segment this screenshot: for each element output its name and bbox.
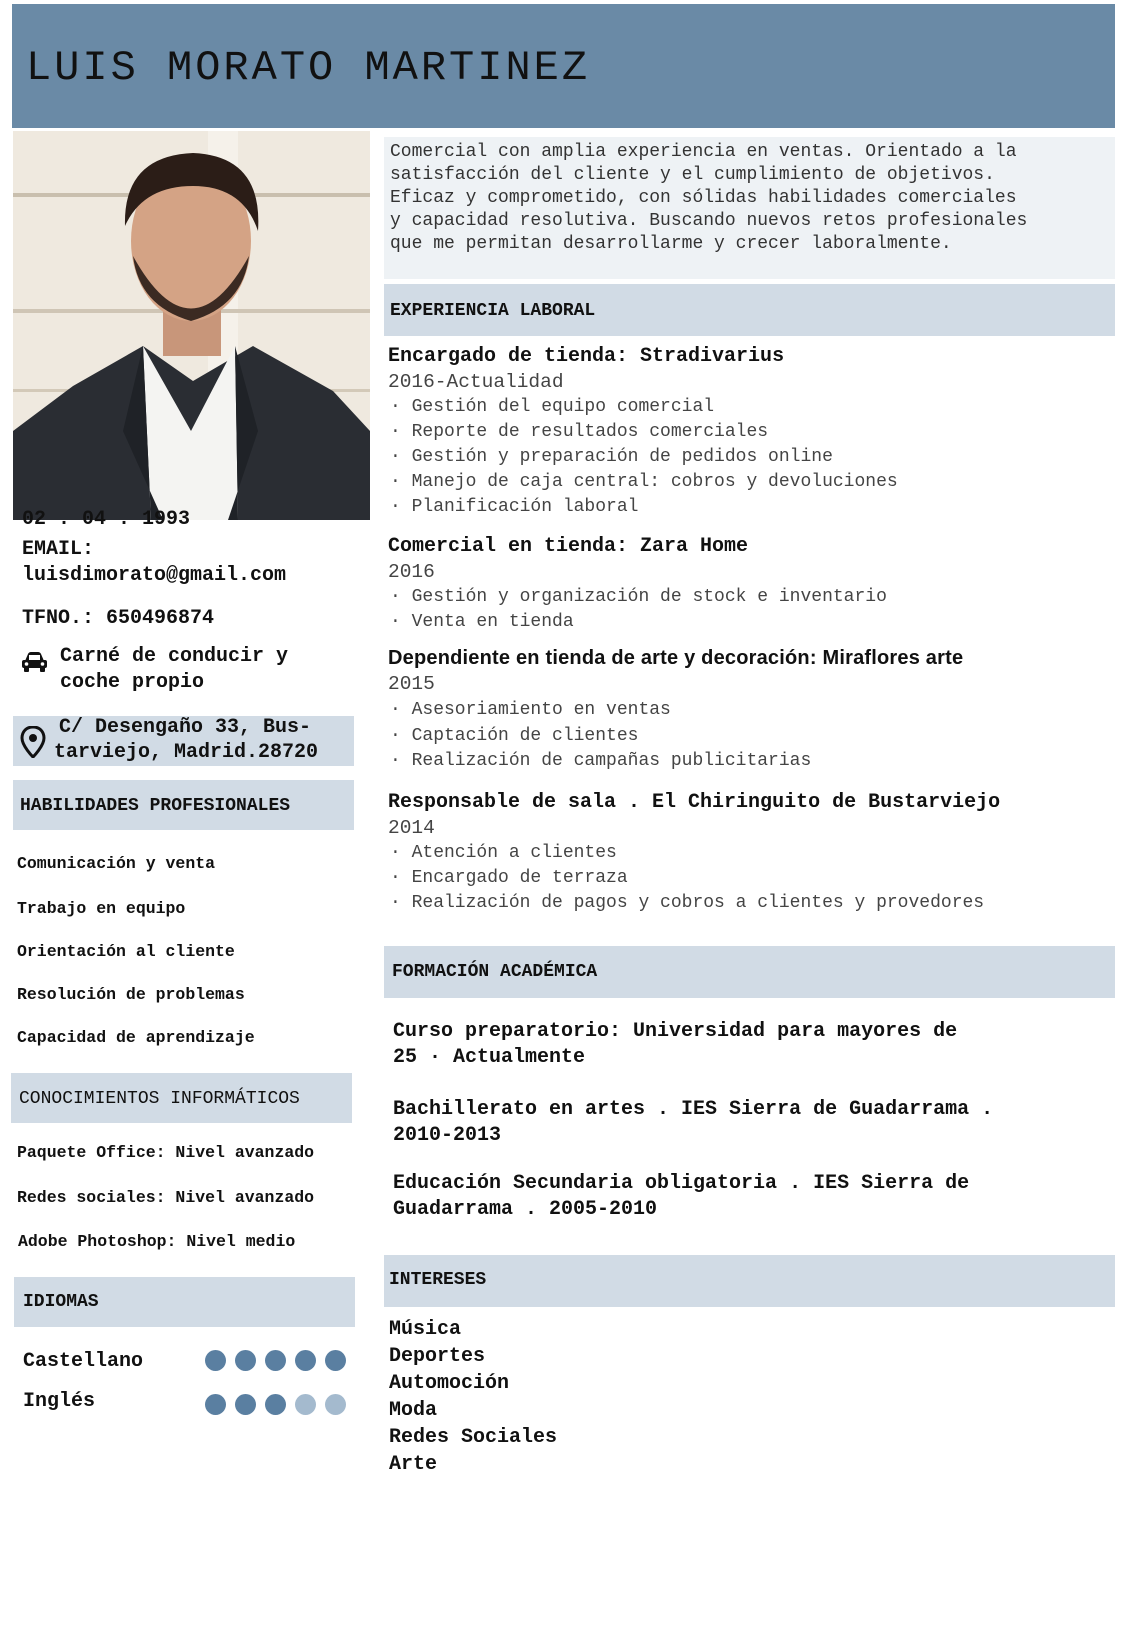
it-skill-item: Adobe Photoshop: Nivel medio xyxy=(18,1232,296,1251)
interest-item: Automoción xyxy=(389,1372,510,1395)
summary-line: que me permitan desarrollarme y crecer laboralmente. xyxy=(390,234,952,254)
level-dot-filled xyxy=(325,1350,346,1371)
interests-header-band xyxy=(384,1255,1115,1307)
job-bullet: · Encargado de terraza xyxy=(390,868,628,888)
skill-item: Comunicación y venta xyxy=(17,854,216,873)
skill-item: Capacidad de aprendizaje xyxy=(17,1028,255,1047)
job-bullet: · Asesoriamiento en ventas xyxy=(390,700,671,720)
job-bullet: · Realización de pagos y cobros a clientes y provedores xyxy=(390,893,985,913)
job-title: Encargado de tienda: Stradivarius xyxy=(388,345,785,368)
level-dot-filled xyxy=(295,1350,316,1371)
education-item-line: Educación Secundaria obligatoria . IES Sierra de xyxy=(393,1172,970,1195)
education-title: FORMACIÓN ACADÉMICA xyxy=(392,962,598,982)
education-item-line: 2010-2013 xyxy=(393,1124,502,1147)
interests-title: INTERESES xyxy=(389,1270,487,1290)
education-item-line: Bachillerato en artes . IES Sierra de Guadarrama . xyxy=(393,1098,994,1121)
summary-line: satisfacción del cliente y el cumplimiento de objetivos. xyxy=(390,165,995,185)
job-bullet: · Atención a clientes xyxy=(390,843,617,863)
job-years: 2016-Actualidad xyxy=(388,371,564,393)
job-bullet: · Captación de clientes xyxy=(390,726,639,746)
job-years: 2016 xyxy=(388,561,435,583)
address-line-2: tarviejo, Madrid.28720 xyxy=(54,741,319,764)
job-bullet: · Venta en tienda xyxy=(390,612,574,632)
profile-summary xyxy=(384,137,1115,279)
level-dot-filled xyxy=(235,1350,256,1371)
interest-item: Música xyxy=(389,1318,462,1341)
job-bullet: · Manejo de caja central: cobros y devoluciones xyxy=(390,472,898,492)
experience-title: EXPERIENCIA LABORAL xyxy=(390,301,596,321)
profile-photo xyxy=(13,131,370,520)
interest-item: Moda xyxy=(389,1399,438,1422)
interest-item: Redes Sociales xyxy=(389,1426,558,1449)
level-dot-filled xyxy=(265,1350,286,1371)
languages-title: IDIOMAS xyxy=(23,1292,99,1312)
level-dot-filled xyxy=(205,1394,226,1415)
job-bullet: · Planificación laboral xyxy=(390,497,639,517)
email-label: EMAIL: xyxy=(22,538,95,561)
it-skill-item: Paquete Office: Nivel avanzado xyxy=(17,1143,315,1162)
language-name: Inglés xyxy=(23,1390,96,1413)
email-address[interactable]: luisdimorato@gmail.com xyxy=(22,564,287,587)
job-title: Comercial en tienda: Zara Home xyxy=(388,535,749,558)
language-level-dots xyxy=(205,1350,346,1371)
job-bullet: · Reporte de resultados comerciales xyxy=(390,422,769,442)
it-skill-item: Redes sociales: Nivel avanzado xyxy=(17,1188,315,1207)
education-item-line: Curso preparatorio: Universidad para mayores de xyxy=(393,1020,958,1043)
license-line-1: Carné de conducir y xyxy=(60,645,289,668)
phone-number[interactable]: TFNO.: 650496874 xyxy=(22,607,215,630)
summary-line: Eficaz y comprometido, con sólidas habilidades comerciales xyxy=(390,188,1017,208)
job-title: Dependiente en tienda de arte y decoración: Miraflores arte xyxy=(388,647,964,669)
summary-line: y capacidad resolutiva. Buscando nuevos retos profesionales xyxy=(390,211,1028,231)
language-name: Castellano xyxy=(23,1350,144,1373)
level-dot-filled xyxy=(205,1350,226,1371)
job-years: 2014 xyxy=(388,817,435,839)
skills-title: HABILIDADES PROFESIONALES xyxy=(20,796,291,816)
job-bullet: · Realización de campañas publicitarias xyxy=(390,751,812,771)
interest-item: Arte xyxy=(389,1453,438,1476)
address-line-1: C/ Desengaño 33, Bus- xyxy=(59,716,312,739)
birthdate: 02 . 04 . 1993 xyxy=(22,508,191,531)
car-icon xyxy=(21,650,48,679)
level-dot-empty xyxy=(325,1394,346,1415)
job-bullet: · Gestión del equipo comercial xyxy=(390,397,715,417)
job-title: Responsable de sala . El Chiringuito de Bustarviejo xyxy=(388,791,1001,814)
interest-item: Deportes xyxy=(389,1345,486,1368)
skill-item: Orientación al cliente xyxy=(17,942,235,961)
header-banner xyxy=(12,4,1115,128)
level-dot-filled xyxy=(265,1394,286,1415)
summary-line: Comercial con amplia experiencia en ventas. Orientado a la xyxy=(390,142,1017,162)
level-dot-empty xyxy=(295,1394,316,1415)
language-level-dots xyxy=(205,1394,346,1415)
full-name: LUIS MORATO MARTINEZ xyxy=(26,44,591,92)
education-item-line: 25 · Actualmente xyxy=(393,1046,586,1069)
location-pin-icon xyxy=(20,726,46,763)
education-item-line: Guadarrama . 2005-2010 xyxy=(393,1198,658,1221)
job-bullet: · Gestión y organización de stock e inventario xyxy=(390,587,887,607)
skill-item: Resolución de problemas xyxy=(17,985,245,1004)
it-skills-title: CONOCIMIENTOS INFORMÁTICOS xyxy=(19,1089,300,1109)
skill-item: Trabajo en equipo xyxy=(17,899,186,918)
license-line-2: coche propio xyxy=(60,671,205,694)
level-dot-filled xyxy=(235,1394,256,1415)
job-years: 2015 xyxy=(388,673,435,695)
job-bullet: · Gestión y preparación de pedidos online xyxy=(390,447,833,467)
